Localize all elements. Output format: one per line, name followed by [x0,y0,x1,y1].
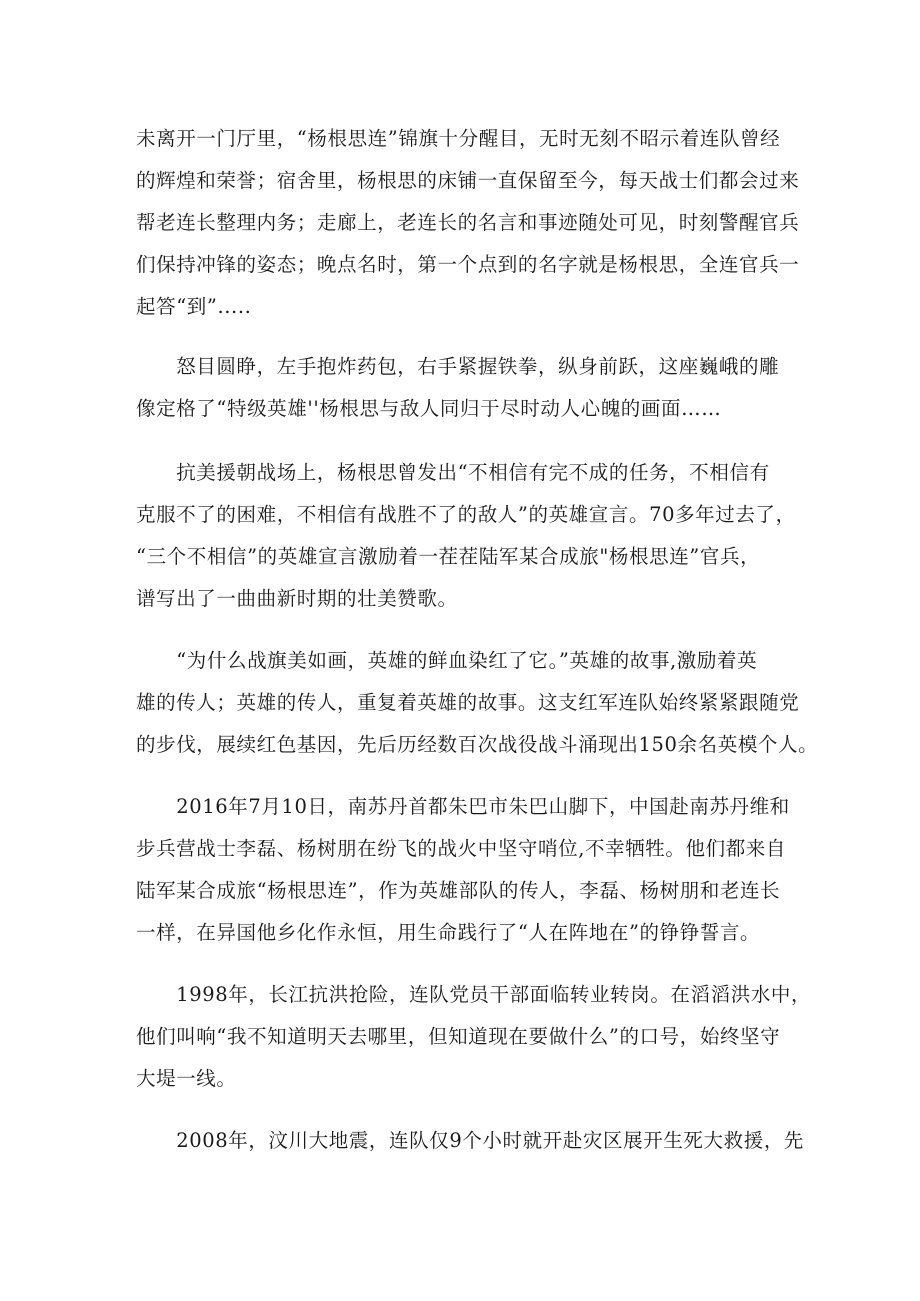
paragraph-3 [136,452,796,620]
text-line: 2016年7月10日，南苏丹首都朱巴市朱巴山脚下，中国赴南苏丹维和 [136,795,790,818]
text-line: 们保持冲锋的姿态；晚点名时，第一个点到的名字就是杨根思，全连官兵一 [136,253,800,276]
text-line: “为什么战旗美如画，英雄的鲜血染红了它。”英雄的故事,激励着英 [136,649,758,672]
text-line: 陆军某合成旅“杨根思连”，作为英雄部队的传人，李磊、杨树朋和老连长 [136,879,781,902]
text-line: 起答“到”..... [136,295,252,318]
text-line: 克服不了的困难，不相信有战胜不了的敌人”的英雄宣言。70多年过去了， [136,503,796,526]
text-line: 1998年，长江抗洪抢险，连队党员干部面临转业转岗。在滔滔洪水中， [136,983,812,1006]
paragraph-4 [136,640,819,766]
text-line: 一样，在异国他乡化作永恒，用生命践行了“人在阵地在”的铮铮誓言。 [136,921,761,944]
paragraph-1 [136,118,800,328]
text-line: 帮老连长整理内务；走廊上，老连长的名言和事迹随处可见，时刻警醒官兵 [136,211,800,234]
text-line: 大堤一线。 [136,1067,237,1090]
text-line: 像定格了“特级英雄''杨根思与敌人同归于尽时动人心魄的画面…… [136,397,722,420]
text-line: 怒目圆睁，左手抱炸药包，右手紧握铁拳，纵身前跃，这座巍峨的雕 [136,355,780,378]
text-line: “三个不相信”的英雄宣言激励着一茬茬陆军某合成旅"杨根思连”官兵， [136,545,761,568]
text-line: 的辉煌和荣誉；宿舍里，杨根思的床铺一直保留至今，每天战士们都会过来 [136,169,800,192]
text-line: 未离开一门厅里，“杨根思连”锦旗十分醒目，无时无刻不昭示着连队曾经 [136,127,781,150]
paragraph-6 [136,974,812,1100]
text-line: 谱写出了一曲曲新时期的壮美赞歌。 [136,587,458,610]
text-line: 抗美援朝战场上，杨根思曾发出“不相信有完不成的任务，不相信有 [136,461,770,484]
text-line: 的步伐，展续红色基因，先后历经数百次战役战斗涌现出150余名英模个人。 [136,733,819,756]
text-line: 步兵营战士李磊、杨树朋在纷飞的战火中坚守哨位,不幸牺牲。他们都来自 [136,837,786,860]
paragraph-7 [136,1120,805,1162]
text-line: 雄的传人；英雄的传人，重复着英雄的故事。这支红军连队始终紧紧跟随党 [136,691,800,714]
text-line: 2008年，汶川大地震，连队仅9个小时就开赴灾区展开生死大救援，先 [136,1129,805,1152]
paragraph-2 [136,346,796,430]
paragraph-5 [136,786,796,954]
text-line: 他们叫响“我不知道明天去哪里，但知道现在要做什么”的口号，始终坚守 [136,1025,781,1048]
